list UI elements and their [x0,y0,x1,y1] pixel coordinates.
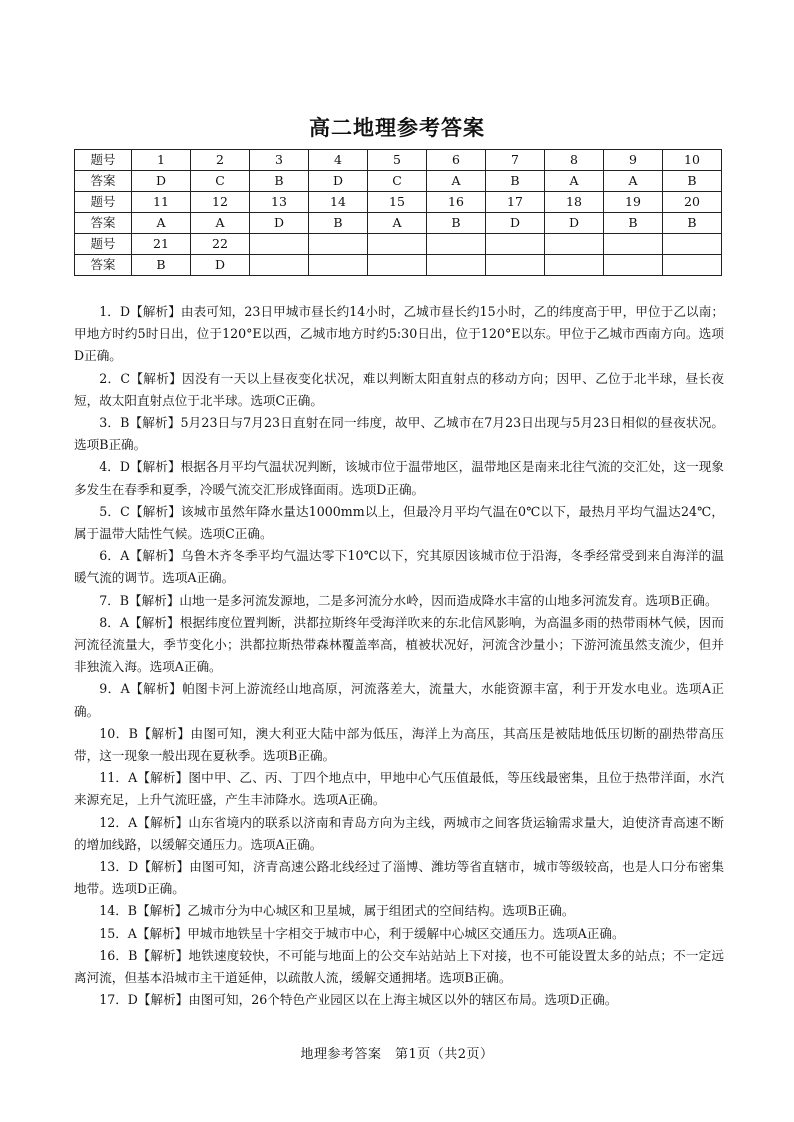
explanations [74,301,724,1012]
table-cell: 10 [663,150,722,171]
row-label: 答案 [75,213,132,234]
table-cell [545,255,604,276]
table-cell: B [427,213,486,234]
table-cell [368,234,427,255]
table-cell: 11 [132,192,191,213]
table-cell [604,255,663,276]
table-cell [663,255,722,276]
table-cell [486,234,545,255]
table-cell: A [427,171,486,192]
explanation-item: 2．C【解析】因没有一天以上昼夜变化状况，难以判断太阳直射点的移动方向；因甲、乙位于北半球，昼长夜短，故太阳直射点位于北半球。选项C正确。 [74,370,724,408]
explanation-item: 5．C【解析】该城市虽然年降水量达1000mm以上，但最冷月平均气温在0℃以下，最热月平均气温达24℃，属于温带大陆性气候。选项C正确。 [74,503,724,542]
table-cell [309,234,368,255]
table-cell: B [250,171,309,192]
row-label: 题号 [75,234,132,255]
table-cell: C [368,171,427,192]
explanation-item: 11．A【解析】图中甲、乙、丙、丁四个地点中，甲地中心气压值最低，等压线最密集，且位于热带洋面，水汽来源充足，上升气流旺盛，产生丰沛降水。选项A正确。 [74,770,724,808]
table-cell: 20 [663,192,722,213]
table-cell: A [132,213,191,234]
table-cell: D [486,213,545,234]
table-cell: 9 [604,150,663,171]
explanation-item: 6．A【解析】乌鲁木齐冬季平均气温达零下10℃以下，究其原因该城市位于沿海，冬季经常受到来自海洋的温暖气流的调节。选项A正确。 [74,548,724,586]
table-cell [604,234,663,255]
table-cell: 3 [250,150,309,171]
explanation-item: 14．B【解析】乙城市分为中心城区和卫星城，属于组团式的空间结构。选项B正确。 [99,903,575,919]
row-label: 题号 [75,150,132,171]
table-cell: 14 [309,192,368,213]
table-cell [663,234,722,255]
explanation-item: 16．B【解析】地铁速度较快，不可能与地面上的公交车站站站上下对接，也不可能设置太多的站点；不一定远离河流，但基本沿城市主干道延伸，以疏散人流，缓解交通拥堵。选项B正确。 [74,947,724,986]
explanation-item: 17．D【解析】由图可知，26个特色产业园区以在上海主城区以外的辖区布局。选项D正确。 [99,992,618,1008]
table-cell [427,234,486,255]
table-cell: B [604,213,663,234]
explanation-item: 3．B【解析】5月23日与7月23日直射在同一纬度，故甲、乙城市在7月23日出现与5月23日相似的昼夜状况。选项B正确。 [74,415,724,453]
page-title: 高二地理参考答案 [309,116,485,140]
table-cell: B [309,213,368,234]
explanation-item: 7．B【解析】山地一是多河流发源地，二是多河流分水岭，因而造成降水丰富的山地多河流发育。选项B正确。 [99,592,718,608]
table-cell: B [663,213,722,234]
table-cell [250,255,309,276]
table-cell: 2 [191,150,250,171]
table-cell [309,255,368,276]
table-cell: 7 [486,150,545,171]
table-cell: 12 [191,192,250,213]
table-row [75,171,722,192]
table-row [75,255,722,276]
table-cell [368,255,427,276]
table-cell: 22 [191,234,250,255]
table-cell: D [191,255,250,276]
table-cell: 17 [486,192,545,213]
table-cell: 21 [132,234,191,255]
explanation-item: 4．D【解析】根据各月平均气温状况判断，该城市位于温带地区，温带地区是南来北往气流的交汇处，这一现象多发生在春季和夏季，冷暖气流交汇形成锋面雨。选项D正确。 [74,459,724,497]
explanation-item: 8．A【解析】根据纬度位置判断，洪都拉斯终年受海洋吹来的东北信风影响，为高温多雨的热带雨林气候，因而河流径流量大，季节变化小；洪都拉斯热带森林覆盖率高，植被状况好，河流含沙量小；下游河流虽然支流少，但并非独流入海。选项A正确。 [74,614,724,675]
table-cell: B [132,255,191,276]
table-cell: 18 [545,192,604,213]
table-cell: 19 [604,192,663,213]
table-cell: 15 [368,192,427,213]
table-cell [545,234,604,255]
table-cell: 16 [427,192,486,213]
explanation-item: 13．D【解析】由图可知，济青高速公路北线经过了淄博、潍坊等省直辖市，城市等级较高，也是人口分布密集地带。选项D正确。 [74,859,724,897]
row-label: 答案 [75,171,132,192]
table-cell: D [309,171,368,192]
table-cell [486,255,545,276]
table-cell: A [604,171,663,192]
table-cell: 1 [132,150,191,171]
table-cell: A [191,213,250,234]
table-cell: 6 [427,150,486,171]
table-row [75,150,722,171]
table-cell: 8 [545,150,604,171]
table-cell: D [250,213,309,234]
table-cell: B [486,171,545,192]
explanation-item: 9．A【解析】帕图卡河上游流经山地高原，河流落差大，流量大，水能资源丰富，利于开发水电业。选项A正确。 [74,681,724,719]
answer-table [74,149,722,276]
table-cell: 13 [250,192,309,213]
row-label: 题号 [75,192,132,213]
table-cell: A [368,213,427,234]
page-footer: 地理参考答案 第1页（共2页） [300,1047,494,1062]
table-cell: B [663,171,722,192]
table-cell [250,234,309,255]
table-cell: D [545,213,604,234]
table-row [75,234,722,255]
table-row [75,192,722,213]
explanation-item: 1．D【解析】由表可知，23日甲城市昼长约14小时，乙城市昼长约15小时，乙的纬度高于甲，甲位于乙以南；甲地方时约5时日出，位于120°E以西，乙城市地方时约5:30日出，位于120°E以东。甲位于乙城市西南方向。选项D正确。 [74,304,724,364]
table-cell: D [132,171,191,192]
table-cell: C [191,171,250,192]
table-cell: 4 [309,150,368,171]
table-cell: 5 [368,150,427,171]
table-row [75,213,722,234]
table-cell [427,255,486,276]
explanation-item: 12．A【解析】山东省境内的联系以济南和青岛方向为主线，两城市之间客货运输需求量大，迫使济青高速不断的增加线路，以缓解交通压力。选项A正确。 [74,814,724,852]
explanation-item: 15．A【解析】甲城市地铁呈十字相交于城市中心，利于缓解中心城区交通压力。选项A正确。 [99,925,625,941]
row-label: 答案 [75,255,132,276]
table-cell: A [545,171,604,192]
explanation-item: 10．B【解析】由图可知，澳大利亚大陆中部为低压，海洋上为高压，其高压是被陆地低压切断的副热带高压带，这一现象一般出现在夏秋季。选项B正确。 [74,725,724,764]
